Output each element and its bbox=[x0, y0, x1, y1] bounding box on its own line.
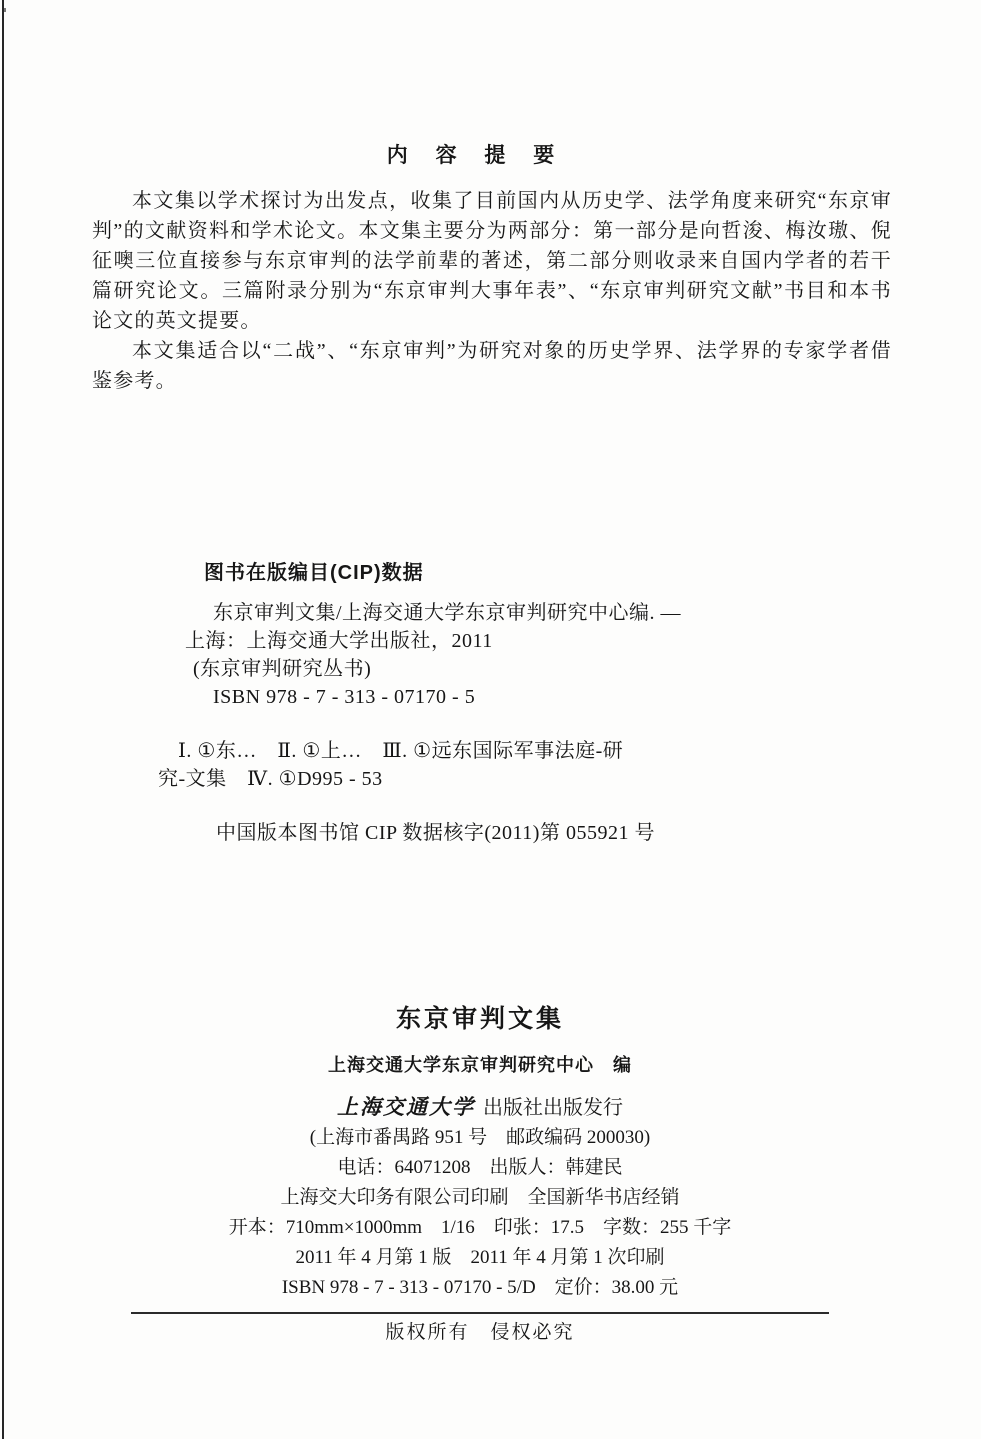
cip-data-block bbox=[158, 556, 758, 847]
cip-record-number: 中国版本图书馆 CIP 数据核字(2011)第 055921 号 bbox=[216, 822, 655, 844]
abstract-paragraph-1: 本文集以学术探讨为出发点，收集了目前国内从历史学、法学角度来研究“东京审判”的文献资料和学术论文。本文集主要分为两部分：第一部分是向哲浚、梅汝璈、倪征噢三位直接参与东京审判的法学前辈的著述，第二部分则收录来自国内学者的若干篇研究论文。三篇附录分别为“东京审判大事年表”、“东京审判研究文献”书目和本书论文的英文提要。 bbox=[92, 190, 892, 332]
isbn-price-line: ISBN 978 - 7 - 313 - 07170 - 5/D 定价：38.00 元 bbox=[281, 1277, 679, 1298]
publisher-imprint-line bbox=[0, 1092, 960, 1123]
cip-classification-line-1: Ⅰ. ①东… Ⅱ. ①上… Ⅲ. ①远东国际军事法庭-研 bbox=[178, 740, 624, 762]
publisher-address-line: (上海市番禺路 951 号 邮政编码 200030) bbox=[309, 1127, 651, 1148]
publisher-script-logo: 上海交通大学 bbox=[337, 1095, 475, 1119]
cip-heading: 图书在版编目(CIP)数据 bbox=[204, 562, 424, 584]
copyright-notice: 版权所有 侵权必究 bbox=[385, 1322, 575, 1343]
abstract-paragraph-2: 本文集适合以“二战”、“东京审判”为研究对象的历史学界、法学界的专家学者借鉴参考。 bbox=[92, 340, 892, 392]
abstract-title: 内 容 提 要 bbox=[386, 144, 566, 167]
scan-corner-speck bbox=[4, 8, 6, 12]
abstract-section bbox=[92, 186, 892, 396]
cip-isbn-line: ISBN 978 - 7 - 313 - 07170 - 5 bbox=[213, 686, 476, 708]
editor-line: 上海交通大学东京审判研究中心 编 bbox=[328, 1055, 632, 1075]
cip-description-line-1: 东京审判文集/上海交通大学东京审判研究中心编. — bbox=[213, 602, 682, 624]
format-line: 开本：710mm×1000mm 1/16 印张：17.5 字数：255 千字 bbox=[228, 1217, 732, 1238]
cip-description-line-2: 上海：上海交通大学出版社，2011 bbox=[185, 630, 493, 652]
cip-series-line: (东京审判研究丛书) bbox=[193, 658, 372, 680]
phone-publisher-line: 电话：64071208 出版人：韩建民 bbox=[337, 1157, 623, 1178]
publisher-imprint-suffix: 出版社出版发行 bbox=[483, 1097, 623, 1119]
copyright-divider-rule bbox=[131, 1312, 829, 1314]
cip-classification-line-2: 究-文集 Ⅳ. ①D995 - 53 bbox=[158, 768, 383, 790]
printer-distributor-line: 上海交大印务有限公司印刷 全国新华书店经销 bbox=[280, 1187, 680, 1208]
edition-printing-line: 2011 年 4 月第 1 版 2011 年 4 月第 1 次印刷 bbox=[295, 1247, 665, 1268]
colophon bbox=[0, 1004, 960, 1347]
book-title: 东京审判文集 bbox=[395, 1005, 564, 1033]
